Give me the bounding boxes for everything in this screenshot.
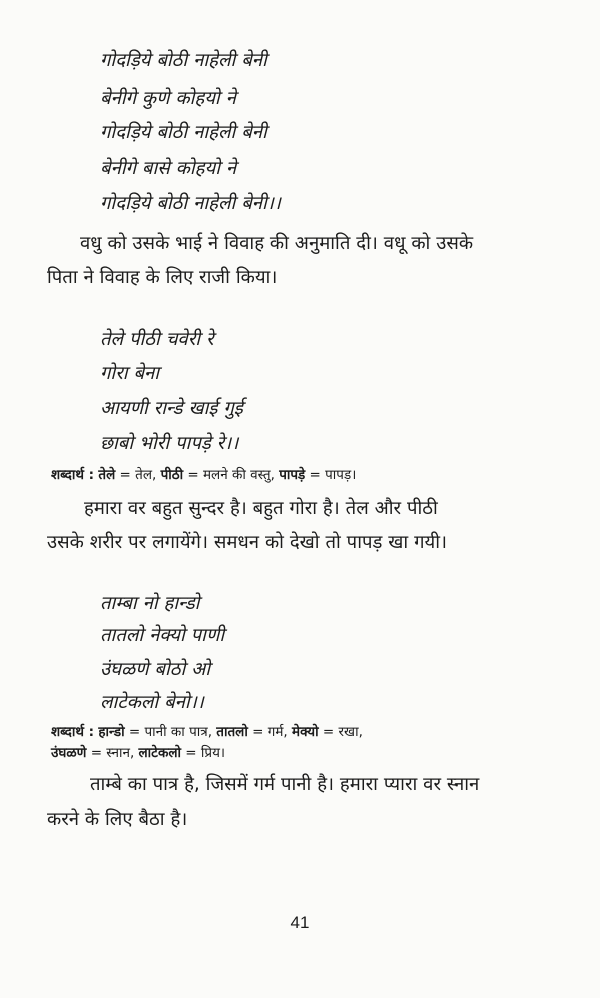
verse-line: गोदड़िये बोठी नाहेली बेनी: [100, 50, 267, 71]
glossary-definition: = तेल,: [115, 467, 161, 483]
prose-line: ताम्बे का पात्र है, जिसमें गर्म पानी है। हमारा प्यारा वर स्नान: [90, 774, 480, 795]
glossary-definition: = मलने की वस्तु,: [183, 467, 280, 483]
verse-line: गोरा बेना: [100, 363, 160, 384]
glossary-note: [51, 465, 356, 483]
glossary-definition: = गर्म,: [247, 724, 292, 740]
glossary-term: पीठी: [160, 467, 184, 483]
glossary-definition: = पापड़।: [305, 467, 357, 483]
glossary-note: [51, 722, 363, 740]
prose-line: पिता ने विवाह के लिए राजी किया।: [47, 267, 278, 288]
verse-line: ताम्बा नो हान्डो: [100, 593, 200, 614]
glossary-term: पापड़े: [279, 467, 306, 483]
verse-line: बेनीगे कुणे कोहयो ने: [100, 88, 236, 109]
verse-line: बेनीगे बासे कोहयो ने: [100, 158, 237, 179]
glossary-label: शब्दार्थ :: [51, 724, 95, 740]
verse-line: गोदड़िये बोठी नाहेली बेनी: [100, 122, 267, 143]
glossary-definition: = रखा,: [318, 724, 363, 740]
glossary-definition: = पानी का पात्र,: [124, 724, 217, 740]
glossary-label: शब्दार्थ :: [51, 467, 95, 483]
glossary-term: तेले: [98, 467, 116, 483]
glossary-definition: = प्रिय।: [181, 745, 226, 761]
verse-line: तातलो नेक्यो पाणी: [100, 625, 225, 646]
glossary-definition: = स्नान,: [86, 745, 139, 761]
verse-line: उंघळणे बोठो ओ: [100, 659, 211, 680]
verse-line: छाबो भोरी पापड़े रे।।: [100, 433, 239, 454]
prose-line: वधु को उसके भाई ने विवाह की अनुमाति दी। वधू को उसके: [80, 233, 474, 254]
prose-line: करने के लिए बैठा है।: [47, 809, 188, 830]
page-number: 41: [290, 913, 310, 932]
verse-line: आयणी रान्डे खाई गुई: [100, 398, 243, 419]
glossary-term: लाटेकलो: [138, 745, 182, 761]
verse-line: तेले पीठी चवेरी रे: [100, 329, 214, 350]
verse-line: गोदड़िये बोठी नाहेली बेनी।।: [100, 193, 281, 214]
glossary-term: उंघळणे: [51, 745, 87, 761]
glossary-note: [51, 743, 225, 761]
prose-line: उसके शरीर पर लगायेंगे। समधन को देखो तो पापड़ खा गयी।: [47, 532, 448, 553]
glossary-term: तातलो: [216, 724, 248, 740]
prose-line: हमारा वर बहुत सुन्दर है। बहुत गोरा है। तेल और पीठी: [84, 498, 438, 519]
glossary-term: मेक्यो: [292, 724, 319, 740]
glossary-term: हान्डो: [98, 724, 125, 740]
verse-line: लाटेकलो बेनो।।: [100, 692, 204, 713]
